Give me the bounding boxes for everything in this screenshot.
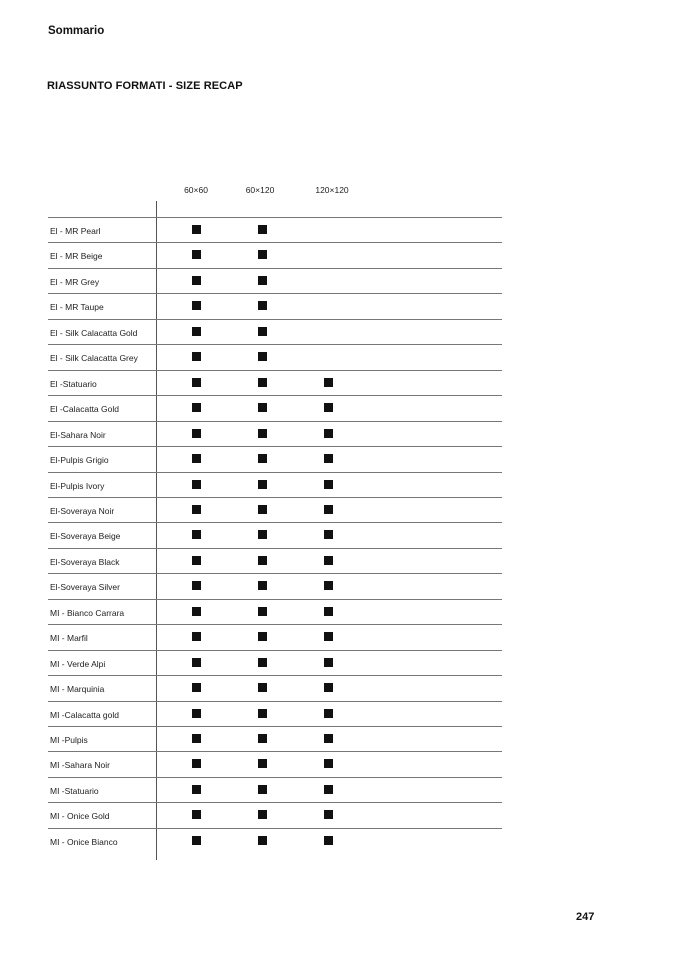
availability-mark: [192, 709, 201, 718]
availability-mark: [258, 683, 267, 692]
availability-mark: [258, 301, 267, 310]
availability-mark: [324, 607, 333, 616]
row-label: El -Calacatta Gold: [50, 404, 119, 415]
table-row-divider: [48, 395, 502, 396]
table-row-divider: [48, 522, 502, 523]
availability-mark: [192, 785, 201, 794]
availability-mark: [258, 352, 267, 361]
row-label: MI -Sahara Noir: [50, 760, 110, 771]
table-row-divider: [48, 573, 502, 574]
table-row-divider: [48, 675, 502, 676]
table-vertical-divider: [156, 201, 157, 860]
availability-mark: [324, 759, 333, 768]
availability-mark: [324, 658, 333, 667]
availability-mark: [258, 658, 267, 667]
table-row-divider: [48, 624, 502, 625]
availability-mark: [324, 785, 333, 794]
availability-mark: [324, 403, 333, 412]
table-row-divider: [48, 242, 502, 243]
page-number: 247: [576, 911, 595, 923]
availability-mark: [258, 785, 267, 794]
availability-mark: [258, 225, 267, 234]
availability-mark: [258, 709, 267, 718]
row-label: El - Silk Calacatta Gold: [50, 327, 138, 338]
availability-mark: [258, 250, 267, 259]
availability-mark: [258, 276, 267, 285]
row-label: El-Soveraya Black: [50, 556, 120, 567]
availability-mark: [192, 607, 201, 616]
table-row-divider: [48, 217, 502, 218]
availability-mark: [258, 429, 267, 438]
column-header-60x60: 60×60: [184, 185, 208, 195]
table-row-divider: [48, 446, 502, 447]
availability-mark: [192, 810, 201, 819]
row-label: MI - Onice Gold: [50, 811, 110, 822]
row-label: El-Sahara Noir: [50, 429, 106, 440]
availability-mark: [258, 403, 267, 412]
row-label: MI - Bianco Carrara: [50, 607, 125, 618]
table-row-divider: [48, 777, 502, 778]
table-row-divider: [48, 319, 502, 320]
page-header-title: Sommario: [48, 25, 105, 37]
availability-mark: [258, 581, 267, 590]
availability-mark: [192, 836, 201, 845]
availability-mark: [324, 709, 333, 718]
availability-mark: [192, 759, 201, 768]
availability-mark: [324, 429, 333, 438]
availability-mark: [192, 581, 201, 590]
availability-mark: [258, 632, 267, 641]
availability-mark: [192, 505, 201, 514]
table-row-divider: [48, 472, 502, 473]
table-row-divider: [48, 268, 502, 269]
row-label: El-Pulpis Ivory: [50, 480, 105, 491]
availability-mark: [192, 301, 201, 310]
availability-mark: [258, 480, 267, 489]
row-label: El - MR Grey: [50, 276, 100, 287]
availability-mark: [258, 327, 267, 336]
row-label: El-Soveraya Silver: [50, 582, 120, 593]
row-label: El - MR Beige: [50, 251, 103, 262]
availability-mark: [258, 734, 267, 743]
row-label: MI -Pulpis: [50, 735, 88, 745]
availability-mark: [192, 632, 201, 641]
row-label: El-Soveraya Beige: [50, 531, 121, 542]
row-label: MI -Statuario: [50, 785, 99, 796]
table-row-divider: [48, 497, 502, 498]
availability-mark: [324, 505, 333, 514]
availability-mark: [258, 556, 267, 565]
availability-mark: [192, 327, 201, 336]
table-row-divider: [48, 650, 502, 651]
availability-mark: [324, 683, 333, 692]
availability-mark: [258, 836, 267, 845]
row-label: MI - Verde Alpi: [50, 658, 106, 669]
table-row-divider: [48, 802, 502, 803]
section-title: RIASSUNTO FORMATI - SIZE RECAP: [47, 80, 243, 92]
availability-mark: [324, 530, 333, 539]
availability-mark: [192, 429, 201, 438]
table-row-divider: [48, 751, 502, 752]
column-header-120x120: 120×120: [315, 185, 349, 195]
row-label: El-Pulpis Grigio: [50, 455, 109, 466]
table-row-divider: [48, 701, 502, 702]
availability-mark: [192, 276, 201, 285]
availability-mark: [324, 632, 333, 641]
table-row-divider: [48, 828, 502, 829]
row-label: El - Silk Calacatta Grey: [50, 353, 138, 364]
table-row-divider: [48, 421, 502, 422]
row-label: El - MR Pearl: [50, 226, 101, 236]
row-label: El -Statuario: [50, 378, 97, 389]
table-row-divider: [48, 344, 502, 345]
table-row-divider: [48, 548, 502, 549]
availability-mark: [258, 454, 267, 463]
availability-mark: [324, 836, 333, 845]
column-header-60x120: 60×120: [245, 185, 275, 195]
availability-mark: [192, 556, 201, 565]
availability-mark: [192, 378, 201, 387]
availability-mark: [258, 810, 267, 819]
row-label: El-Soveraya Noir: [50, 505, 115, 516]
availability-mark: [324, 581, 333, 590]
availability-mark: [324, 480, 333, 489]
availability-mark: [192, 250, 201, 259]
row-label: MI - Marquinia: [50, 684, 105, 695]
row-label: MI - Onice Bianco: [50, 836, 118, 847]
availability-mark: [324, 556, 333, 565]
availability-mark: [192, 352, 201, 361]
availability-mark: [258, 378, 267, 387]
row-label: MI -Calacatta gold: [50, 709, 119, 720]
availability-mark: [192, 480, 201, 489]
availability-mark: [192, 530, 201, 539]
row-label: El - MR Taupe: [50, 302, 104, 313]
availability-mark: [192, 403, 201, 412]
row-label: MI - Marfil: [50, 633, 88, 644]
availability-mark: [324, 734, 333, 743]
availability-mark: [324, 454, 333, 463]
table-row-divider: [48, 370, 502, 371]
availability-mark: [258, 759, 267, 768]
availability-mark: [258, 505, 267, 514]
availability-mark: [324, 810, 333, 819]
availability-mark: [192, 225, 201, 234]
table-row-divider: [48, 293, 502, 294]
availability-mark: [258, 530, 267, 539]
availability-mark: [324, 378, 333, 387]
availability-mark: [258, 607, 267, 616]
availability-mark: [192, 734, 201, 743]
availability-mark: [192, 454, 201, 463]
availability-mark: [192, 683, 201, 692]
availability-mark: [192, 658, 201, 667]
table-row-divider: [48, 599, 502, 600]
table-row-divider: [48, 726, 502, 727]
